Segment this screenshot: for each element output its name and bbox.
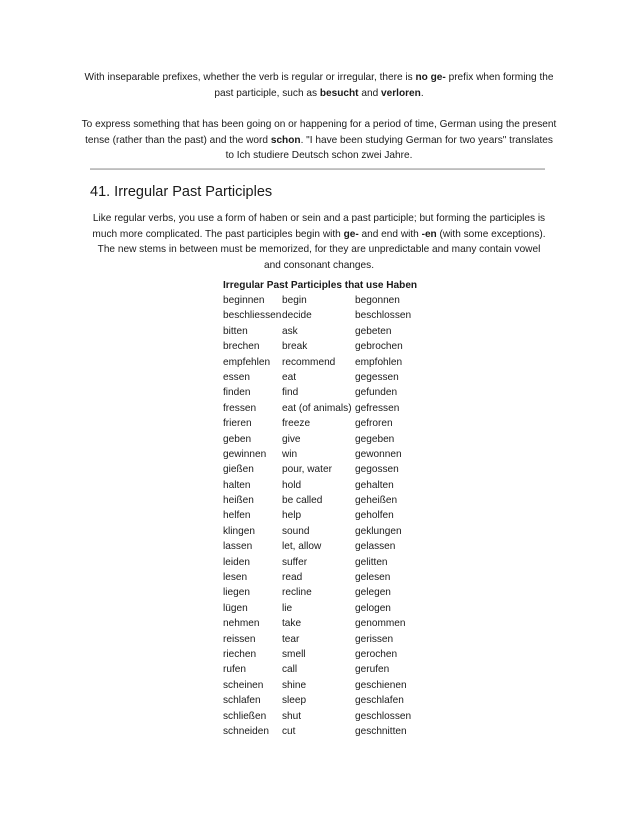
meaning-cell: find <box>282 387 299 399</box>
meaning-cell: hold <box>282 479 302 491</box>
table-row <box>223 401 435 416</box>
participle-cell: gelassen <box>355 541 396 553</box>
infinitive-cell: liegen <box>223 587 250 599</box>
table-row <box>223 647 435 662</box>
meaning-cell: suffer <box>282 556 308 568</box>
meaning-cell: help <box>282 510 302 522</box>
infinitive-cell: geben <box>223 433 252 445</box>
participle-cell: empfohlen <box>355 356 403 368</box>
infinitive-cell: halten <box>223 479 251 491</box>
section-heading: 41. Irregular Past Participles <box>90 184 273 200</box>
participle-cell: gelegen <box>355 587 391 599</box>
table-row <box>223 339 435 354</box>
text-span: To express something that has been going on or happening for a period of time, German using the present tense (rather than the past) and the word <box>81 119 557 146</box>
participle-cell: geschlafen <box>355 695 404 707</box>
infinitive-cell: essen <box>223 371 250 383</box>
participle-cell: geschienen <box>355 679 407 691</box>
table-row <box>223 462 435 477</box>
infinitive-cell: gewinnen <box>223 448 267 460</box>
participle-cell: geklungen <box>355 525 402 537</box>
meaning-cell: recline <box>282 587 312 599</box>
table-title: Irregular Past Participles that use Haben <box>223 280 418 291</box>
participle-cell: geschnitten <box>355 725 407 737</box>
text-span: and <box>358 87 381 99</box>
participle-cell: gerochen <box>355 648 398 660</box>
text-span: (with some exceptions). The new stems in between must be memorized, for they are unpredictable and many contain vowel and consonant changes. <box>97 228 546 271</box>
participle-cell: gegeben <box>355 433 395 445</box>
table-row <box>223 585 435 600</box>
table-row <box>223 570 435 585</box>
meaning-cell: recommend <box>282 356 336 368</box>
irregular-participles-paragraph <box>88 211 550 273</box>
participle-cell: gebeten <box>355 325 392 337</box>
table-row <box>223 493 435 508</box>
meaning-cell: shut <box>282 710 302 722</box>
table-row <box>223 601 435 616</box>
table-row <box>223 662 435 677</box>
infinitive-cell: rufen <box>223 664 247 676</box>
table-row <box>223 432 435 447</box>
table-row <box>223 308 435 323</box>
table-row <box>223 524 435 539</box>
table-row <box>223 555 435 570</box>
bold-term: verloren <box>380 87 421 99</box>
table-row <box>223 478 435 493</box>
infinitive-cell: schlafen <box>223 695 261 707</box>
meaning-cell: win <box>282 448 298 460</box>
participle-cell: gelitten <box>355 556 388 568</box>
meaning-cell: read <box>282 572 303 584</box>
infinitive-cell: riechen <box>223 648 257 660</box>
participle-cell: gegossen <box>355 464 399 476</box>
inseparable-prefix-paragraph <box>78 70 560 101</box>
meaning-cell: freeze <box>282 418 311 430</box>
text-span: Like regular verbs, you use a form of haben or sein and a past participle; but forming the participles is much more complicated. The past participles begin with <box>92 213 546 240</box>
meaning-cell: pour, water <box>282 464 332 476</box>
meaning-cell: take <box>282 618 302 630</box>
meaning-cell: give <box>282 433 301 445</box>
schon-paragraph <box>80 117 558 164</box>
bold-term: schon <box>270 134 301 146</box>
table-row <box>223 385 435 400</box>
text-span: With inseparable prefixes, whether the verb is regular or irregular, there is <box>84 72 416 83</box>
infinitive-cell: leiden <box>223 556 250 568</box>
participle-cell: gelogen <box>355 602 391 614</box>
infinitive-cell: lesen <box>223 572 248 584</box>
table-row <box>223 416 435 431</box>
infinitive-cell: beginnen <box>223 295 265 306</box>
infinitive-cell: brechen <box>223 341 260 353</box>
bold-term: ge- <box>343 228 359 240</box>
infinitive-cell: bitten <box>223 325 248 337</box>
table-row <box>223 539 435 554</box>
text-span: prefix when forming the past participle, such as <box>214 72 554 99</box>
meaning-cell: begin <box>282 295 307 306</box>
meaning-cell: be called <box>282 495 323 507</box>
text-span: . <box>420 87 424 99</box>
meaning-cell: break <box>282 341 308 353</box>
table-row <box>223 632 435 647</box>
infinitive-cell: finden <box>223 387 251 399</box>
table-row <box>223 355 435 370</box>
infinitive-cell: klingen <box>223 525 255 537</box>
meaning-cell: cut <box>282 725 296 737</box>
participle-cell: gefressen <box>355 402 400 414</box>
section-divider <box>90 168 545 170</box>
infinitive-cell: schließen <box>223 710 267 722</box>
participle-cell: beschlossen <box>355 310 412 322</box>
meaning-cell: eat (of animals) <box>282 402 352 414</box>
meaning-cell: shine <box>282 679 307 691</box>
participle-cell: gegessen <box>355 371 399 383</box>
meaning-cell: sound <box>282 525 310 537</box>
meaning-cell: tear <box>282 633 300 645</box>
meaning-cell: lie <box>282 602 293 614</box>
table-row <box>223 324 435 339</box>
table-row <box>223 616 435 631</box>
meaning-cell: smell <box>282 648 306 660</box>
participle-cell: gefunden <box>355 387 398 399</box>
participle-cell: gebrochen <box>355 341 403 353</box>
text-span: . "I have been studying German for two years" translates to Ich studiere Deutsch schon zwei Jahre. <box>225 134 553 161</box>
table-row <box>223 709 435 724</box>
infinitive-cell: gießen <box>223 464 254 476</box>
participle-cell: gefroren <box>355 418 393 430</box>
bold-term: -en <box>421 228 437 240</box>
infinitive-cell: heißen <box>223 495 254 507</box>
table-row <box>223 508 435 523</box>
infinitive-cell: fressen <box>223 402 257 414</box>
table-row <box>223 370 435 385</box>
participle-cell: begonnen <box>355 295 400 306</box>
participle-cell: geheißen <box>355 495 398 507</box>
bold-term: no ge- <box>415 72 446 83</box>
participle-cell: gehalten <box>355 479 394 491</box>
participle-table <box>223 293 435 739</box>
meaning-cell: call <box>282 664 298 676</box>
table-row <box>223 693 435 708</box>
infinitive-cell: helfen <box>223 510 251 522</box>
text-span: and end with <box>358 228 422 240</box>
infinitive-cell: beschliessen <box>223 310 282 322</box>
infinitive-cell: lassen <box>223 541 253 553</box>
meaning-cell: sleep <box>282 695 307 707</box>
participle-cell: gewonnen <box>355 448 402 460</box>
meaning-cell: let, allow <box>282 541 322 553</box>
table-row <box>223 678 435 693</box>
meaning-cell: decide <box>282 310 312 322</box>
table-row <box>223 724 435 739</box>
infinitive-cell: frieren <box>223 418 252 430</box>
table-row <box>223 293 435 308</box>
infinitive-cell: scheinen <box>223 679 264 691</box>
bold-term: besucht <box>319 87 359 99</box>
infinitive-cell: reissen <box>223 633 256 645</box>
infinitive-cell: nehmen <box>223 618 260 630</box>
participle-cell: gelesen <box>355 572 391 584</box>
meaning-cell: eat <box>282 371 297 383</box>
participle-cell: geschlossen <box>355 710 412 722</box>
table-row <box>223 447 435 462</box>
meaning-cell: ask <box>282 325 298 337</box>
infinitive-cell: empfehlen <box>223 356 271 368</box>
participle-cell: gerufen <box>355 664 390 676</box>
participle-cell: gerissen <box>355 633 394 645</box>
infinitive-cell: lügen <box>223 602 248 614</box>
participle-cell: genommen <box>355 618 406 630</box>
participle-cell: geholfen <box>355 510 394 522</box>
infinitive-cell: schneiden <box>223 725 270 737</box>
